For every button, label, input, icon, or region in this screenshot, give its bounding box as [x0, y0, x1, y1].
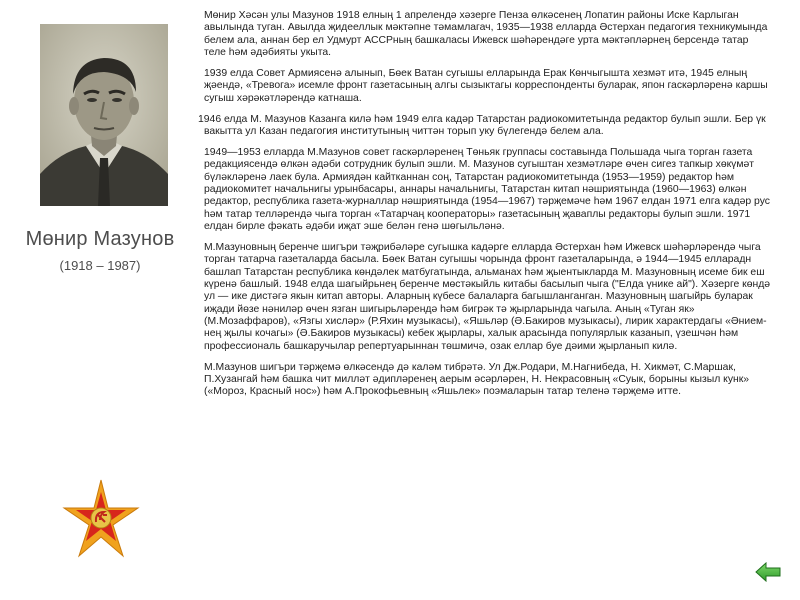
paragraph: 1946 елда М. Мазунов Казанга килә һәм 1949 елга кадәр Татарстан радиокомитетында редактор булып эшли. Бер үк вакытта ул Казан педагогия институтының читтән торып уку бүлегендә белем ала. [198, 113, 766, 137]
paragraph: 1939 елда Совет Армиясенә алынып, Бөек Ватан сугышы елларында Ерак Көнчыгышта хезмәт итә, 1945 елның җәендә, «Тревога» исемле фронт газетасының алгы сызыктагы корреспонденты буларак, япон гаскәрләренә каршы сугыш хәрәкәтләрендә катнаша. [204, 67, 768, 104]
person-name: Мөнир Мазунов [25, 228, 175, 250]
biography-text [198, 10, 772, 407]
paragraph: М.Мазуновның беренче шигъри тәҗрибәләре сугышка кадәрге елларда Әстерхан һәм Ижевск шәһәрләрендә чыга торган татарча газеталарда басыла. Бөек Ватан сугышы чорында фронт газеталарында, ә 1944—1945 елларадн башлап Татарстан республика көндәлек матбугатында, альманах һәм җыентыкларда М. Мазуновның исеме бик еш күренә башлый. 1948 елда шагыйрьнең беренче мөстәкыйль китабы басылып чыга ("Елда үнике ай"). Хәзерге көндә ул — ике дистәгә якын китап авторы. Аларның күбесе балаларга багышланганган. Мазуновның шагыйрь буларак иҗади йөзе нәниләр өчен язган шигырьләрендә һәм бигрәк тә җырларында чагыла. Аның «Туган як» (М.Мозаффаров), «Язгы хисләр» (Р.Яхин музыкасы), «Яшьләр (Ә.Бакиров музыкасы), лирик характердагы «Әниемнең җылы кочагы» (Ә.Бакиров музыкасы) кебек җырлары, халык арасында популярлык казанып, үзешчән һәм профессиональ башкаручылар репертуарыннан төшмичә, озак еллар буе дәими җырланып килә. [204, 241, 771, 352]
paragraph: Мөнир Хәсән улы Мазунов 1918 елның 1 апрелендә хәзерге Пенза өлкәсенең Лопатин районы Иске Карлыган авылында туган. Авылда җидееллык мәктәпне тәмамлагач, 1935—1938 елларда Әстерхан педагогия техникумында белем ала, аннан бер ел Удмурт АССРның башкаласы Ижевск шәһәрендәге урта мәктәпләрнең берсендә татар теле һәм әдәбияты укыта. [204, 10, 768, 59]
person-years: (1918 – 1987) [59, 258, 141, 273]
soviet-star-emblem-icon [60, 478, 142, 560]
paragraph: 1949—1953 елларда М.Мазунов совет гаскәрләренең Төньяк группасы составында Польшада чыга торган газета редакциясендә өлкән әдәби сотрудник булып эшли. М. Мазунов сугыштан хезмәтләре өчен сигез тапкыр хөкүмәт бүләкләренә лаек була. Армиядән кайтканнан соң, Татарстан радиокомитетында (1953—1959) редактор һәм радиокомитет начальнигы урынбасары, аннары начальнигы, Татарстан китап нәшриятында (1960—1963) өлкән редактор, республика газета-журналлар нәшриятында (1954—1967) тәрҗемәче һәм 1967 елдан 1971 елга кадәр рус һәм татар телләрендә чыга торган «Татарчаң кооператоры» газетасының җаваплы редакторы булып эшли. 1971 елдан бирле фәкать әдәби иҗат эше белән генә шөгыльләнә. [204, 146, 770, 232]
portrait-photo [40, 24, 168, 206]
back-arrow-icon[interactable] [755, 562, 781, 582]
paragraph: М.Мазунов шигъри тәрҗемә өлкәсендә дә каләм тибрәтә. Ул Дж.Родари, М.Нагнибеда, Н. Хикмәт, С.Маршак, П.Хузангай һәм башка чит милләт әдипләренең аерым әсәрләрен, Н. Некрасовның «Суык, борыны кызыл кунк» («Мороз, Красный нос») һәм А.Прокофьевның «Яшьлек» поэмаларын татар теленә тәрҗемә итте. [204, 361, 750, 398]
